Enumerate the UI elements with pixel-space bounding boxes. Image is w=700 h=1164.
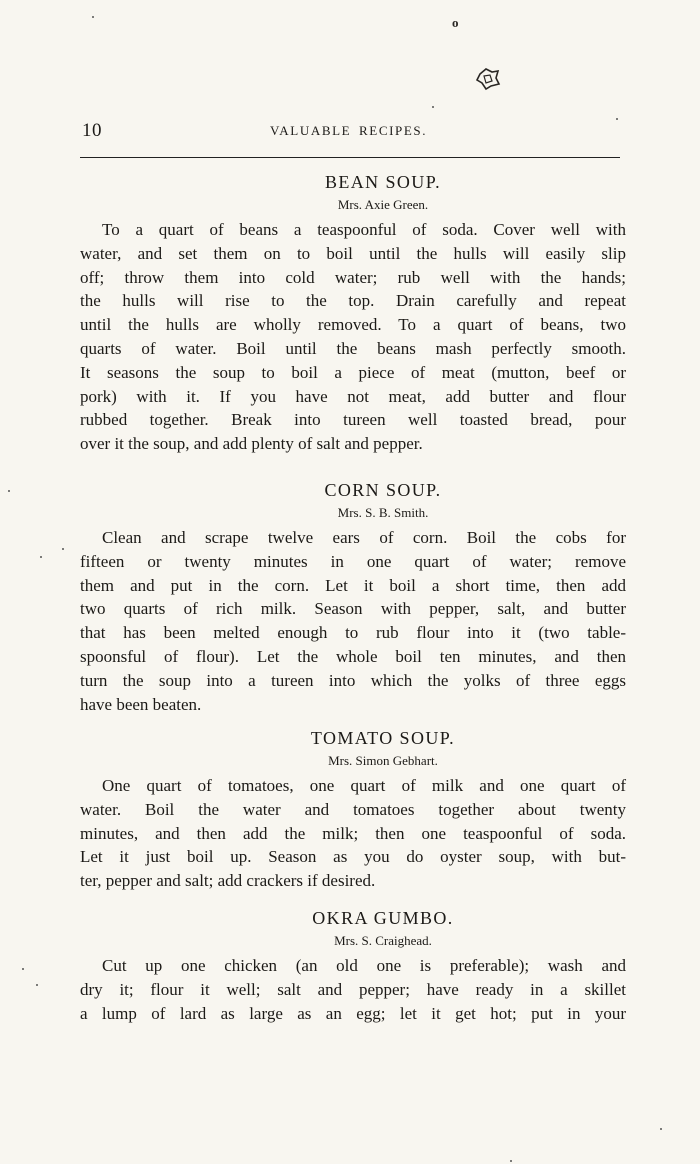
text-line: dry it; flour it well; salt and pepper; have ready in a skillet xyxy=(80,979,626,999)
printers-mark: o xyxy=(452,15,459,30)
text-line: rubbed together. Break into tureen well toasted bread, pour xyxy=(80,410,626,430)
page-number: 10 xyxy=(82,120,102,141)
speck xyxy=(36,984,38,986)
ornament-icon xyxy=(474,64,502,92)
text-line: a lump of lard as large as an egg; let it get hot; put in your xyxy=(80,1003,626,1023)
header-rule xyxy=(80,157,620,158)
speck xyxy=(22,968,24,970)
recipe-author: Mrs. Axie Green. xyxy=(337,197,429,212)
text-line: Cut up one chicken (an old one is preferable); wash and xyxy=(102,956,626,975)
running-head: VALUABLE RECIPES. xyxy=(270,123,428,138)
recipe-title: CORN SOUP. xyxy=(324,480,442,500)
text-line: the hulls will rise to the top. Drain carefully and repeat xyxy=(80,291,626,311)
recipe-title: OKRA GUMBO. xyxy=(312,908,454,928)
text-line: water, and set them on to boil until the hulls will easily slip xyxy=(80,243,626,263)
speck xyxy=(40,556,42,558)
text-line: fifteen or twenty minutes in one quart of water; remove xyxy=(80,551,626,571)
recipe-text xyxy=(80,774,626,893)
recipe-title: BEAN SOUP. xyxy=(324,172,442,192)
text-line: until the hulls are wholly removed. To a quart of beans, two xyxy=(80,315,626,335)
text-line: turn the soup into a tureen into which the yolks of three eggs xyxy=(80,670,626,690)
text-line: them and put in the corn. Let it boil a short time, then add xyxy=(80,575,626,595)
text-line: water. Boil the water and tomatoes together about twenty xyxy=(80,799,626,819)
recipe-bean-soup xyxy=(80,170,626,456)
recipe-text xyxy=(80,954,626,1025)
text-line: To a quart of beans a teaspoonful of soda. Cover well with xyxy=(102,220,626,239)
speck xyxy=(510,1160,512,1162)
recipe-tomato-soup xyxy=(80,726,626,893)
recipe-text xyxy=(80,526,626,716)
text-line: One quart of tomatoes, one quart of milk and one quart of xyxy=(102,776,626,795)
text-line: over it the soup, and add plenty of salt and pepper. xyxy=(80,434,423,454)
recipe-title: TOMATO SOUP. xyxy=(310,728,456,748)
speck xyxy=(62,548,64,550)
speck xyxy=(660,1128,662,1130)
recipe-author: Mrs. S. B. Smith. xyxy=(337,505,429,520)
recipe-text xyxy=(80,218,626,456)
running-header xyxy=(80,120,620,144)
text-line: quarts of water. Boil until the beans mash perfectly smooth. xyxy=(80,338,626,358)
text-line: pork) with it. If you have not meat, add butter and flour xyxy=(80,386,626,406)
recipe-okra-gumbo xyxy=(80,906,626,1025)
text-line: two quarts of rich milk. Season with pepper, salt, and butter xyxy=(80,599,626,619)
speck xyxy=(432,106,434,108)
speck xyxy=(92,16,94,18)
text-line: have been beaten. xyxy=(80,694,202,714)
text-line: ter, pepper and salt; add crackers if desired. xyxy=(80,871,376,891)
recipe-author: Mrs. Simon Gebhart. xyxy=(328,753,438,768)
text-line: It seasons the soup to boil a piece of meat (mutton, beef or xyxy=(80,362,626,382)
text-line: spoonsful of flour). Let the whole boil ten minutes, and then xyxy=(80,646,626,666)
recipe-author: Mrs. S. Craighead. xyxy=(334,933,432,948)
text-line: Let it just boil up. Season as you do oyster soup, with but- xyxy=(80,847,626,867)
text-line: that has been melted enough to rub flour into it (two table- xyxy=(80,623,626,643)
speck xyxy=(8,490,10,492)
text-line: off; throw them into cold water; rub well with the hands; xyxy=(80,267,626,287)
recipe-corn-soup xyxy=(80,478,626,716)
text-line: minutes, and then add the milk; then one teaspoonful of soda. xyxy=(80,823,626,843)
text-line: Clean and scrape twelve ears of corn. Boil the cobs for xyxy=(102,528,626,547)
